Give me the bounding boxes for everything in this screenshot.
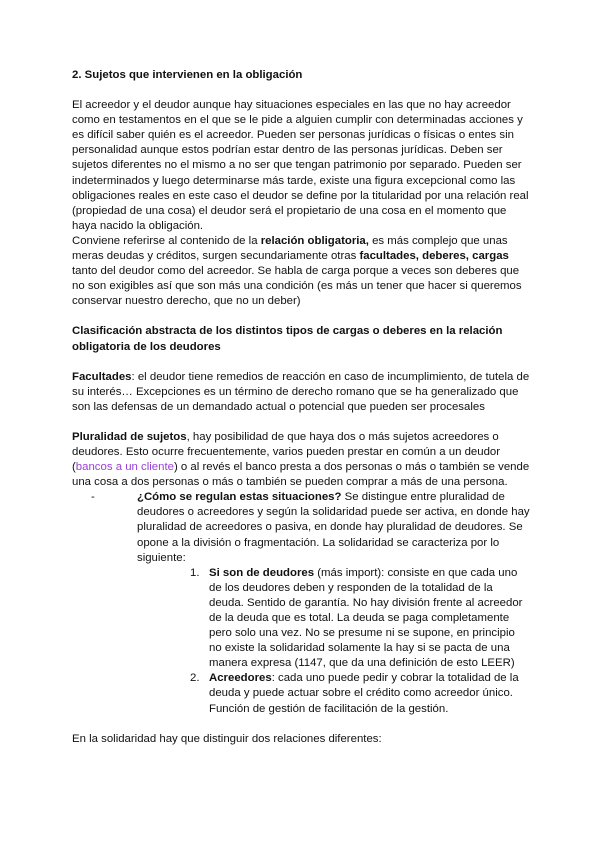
section-heading: 2. Sujetos que intervienen en la obligación — [72, 69, 303, 81]
paragraph-relacion-obligatoria — [72, 234, 530, 309]
bold-question: ¿Cómo se regulan estas situaciones? — [137, 491, 342, 504]
item-number: 2. — [190, 672, 200, 685]
paragraph-sujetos: El acreedor y el deudor aunque hay situaciones especiales en las que no hay acreedor como en testamentos en el que se le pide a alguien cumplir con determinadas acciones y es difícil saber quién es el acreedor. Pueden ser personas jurídicas o físicas o entes sin personalidad aunque estos podrían estar dentro de las personas jurídicas. Deben ser sujetos diferentes no el mismo a no ser que tengan patrimonio por separado. Pueden ser indeterminados y luego determinarse más tarde, existe una figura excepcional como las obligaciones reales en este caso el deudor se define por la titularidad por una relación real (propiedad de una cosa) el deudor será el propietario de una cosa en el momento que haya nacido la obligación. — [72, 99, 529, 232]
paragraph-text: : el deudor tiene remedios de reacción en caso de incumplimiento, de tutela de su interés… Excepciones es un término de derecho romano que se ha generalizado que son las defensas de un demandado actual o potencial que pueden ser procesales — [72, 370, 530, 413]
bullet-marker: - — [91, 491, 95, 504]
inline-link-bancos[interactable]: bancos a un cliente — [75, 461, 174, 474]
paragraph-text: es más complejo que unas meras deudas y créditos, surgen secundariamente otras — [72, 234, 508, 263]
document-body — [72, 68, 530, 747]
bullet-list — [72, 490, 530, 716]
paragraph-text: , hay posibilidad de que haya dos o más sujetos acreedores o deudores. Esto ocurre frecuentemente, varios pueden prestar en común a un deudor ( — [72, 430, 501, 474]
numbered-list — [137, 566, 530, 717]
list-item-text: Se distingue entre pluralidad de deudores o acreedores y según la solidaridad puede ser activa, en donde hay pluralidad de acreedores o pasiva, en donde hay pluralidad de deudores. Se opone a la división o fragmentación. La solidaridad se caracteriza por lo siguiente: — [137, 491, 530, 564]
paragraph-text: tanto del deudor como del acreedor. Se habla de carga porque a veces son deberes que no son exigibles así que son más una condición (es más un tener que hacer si queremos conservar nuestro derecho, que no un deber) — [72, 265, 522, 308]
bold-term-pluralidad: Pluralidad de sujetos — [72, 430, 187, 443]
paragraph-text: Conviene referirse al contenido de la — [72, 234, 261, 247]
paragraph-closing: En la solidaridad hay que distinguir dos relaciones diferentes: — [72, 732, 382, 745]
bold-term-relacion-obligatoria: relación obligatoria, — [260, 234, 369, 247]
item-number: 1. — [190, 566, 200, 579]
subsection-heading: Clasificación abstracta de los distintos tipos de cargas o deberes en la relación obligatoria de los deudores — [72, 325, 503, 353]
bold-term-deudores: Si son de deudores — [209, 566, 315, 579]
list-item-text: : cada uno puede pedir y cobrar la totalidad de la deuda y puede actuar sobre el crédito como acreedor único. Función de gestión de facilitación de la gestión. — [209, 672, 519, 715]
paragraph-text: ) o al revés el banco presta a dos personas o más o también se vende una cosa a dos personas o más o también se pueden comprar a más de una persona. — [72, 461, 530, 489]
numbered-item — [137, 566, 530, 672]
bold-term-facultades: Facultades — [72, 370, 132, 383]
numbered-item — [137, 671, 530, 716]
bold-term-acreedores: Acreedores — [209, 672, 272, 685]
paragraph-pluralidad — [72, 430, 530, 490]
list-item-text: (más import): consiste en que cada uno de los deudores deben y responden de la totalidad de la deuda. Sentido de garantía. No hay división frente al acreedor de la deuda que es total. La deuda se paga completamente pero solo una vez. No se presume ni se supone, en principio no existe la solidaridad solamente la hay si se pacta de una manera expresa (1147, que da una definición de esto LEER) — [209, 566, 523, 670]
paragraph-facultades — [72, 370, 530, 415]
list-item — [72, 490, 530, 716]
bold-term-facultades-deberes-cargas: facultades, deberes, cargas — [359, 250, 509, 263]
